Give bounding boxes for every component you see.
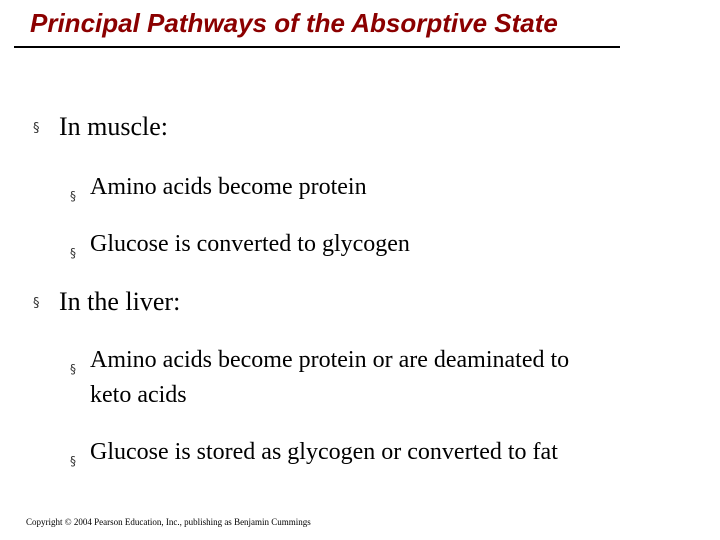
copyright-notice: Copyright © 2004 Pearson Education, Inc., publishing as Benjamin Cummings — [26, 517, 311, 527]
bullet-icon: § — [70, 246, 76, 260]
list-item-text: Glucose is converted to glycogen — [90, 231, 410, 257]
bullet-icon: § — [70, 189, 76, 203]
list-item-text: Glucose is stored as glycogen or converted to fat — [90, 439, 558, 465]
bullet-icon: § — [70, 362, 76, 376]
section-heading-text: In the liver: — [59, 287, 181, 316]
list-item-text: keto acids — [90, 382, 187, 408]
section-heading-text: In muscle: — [59, 112, 169, 141]
list-item-text: Amino acids become protein or are deaminated to — [90, 347, 570, 373]
list-item-text: Amino acids become protein — [90, 174, 367, 200]
title-underline — [14, 46, 620, 48]
bullet-icon: § — [33, 296, 40, 311]
bullet-icon: § — [33, 121, 40, 136]
bullet-icon: § — [70, 454, 76, 468]
slide-title: Principal Pathways of the Absorptive State — [30, 8, 558, 38]
